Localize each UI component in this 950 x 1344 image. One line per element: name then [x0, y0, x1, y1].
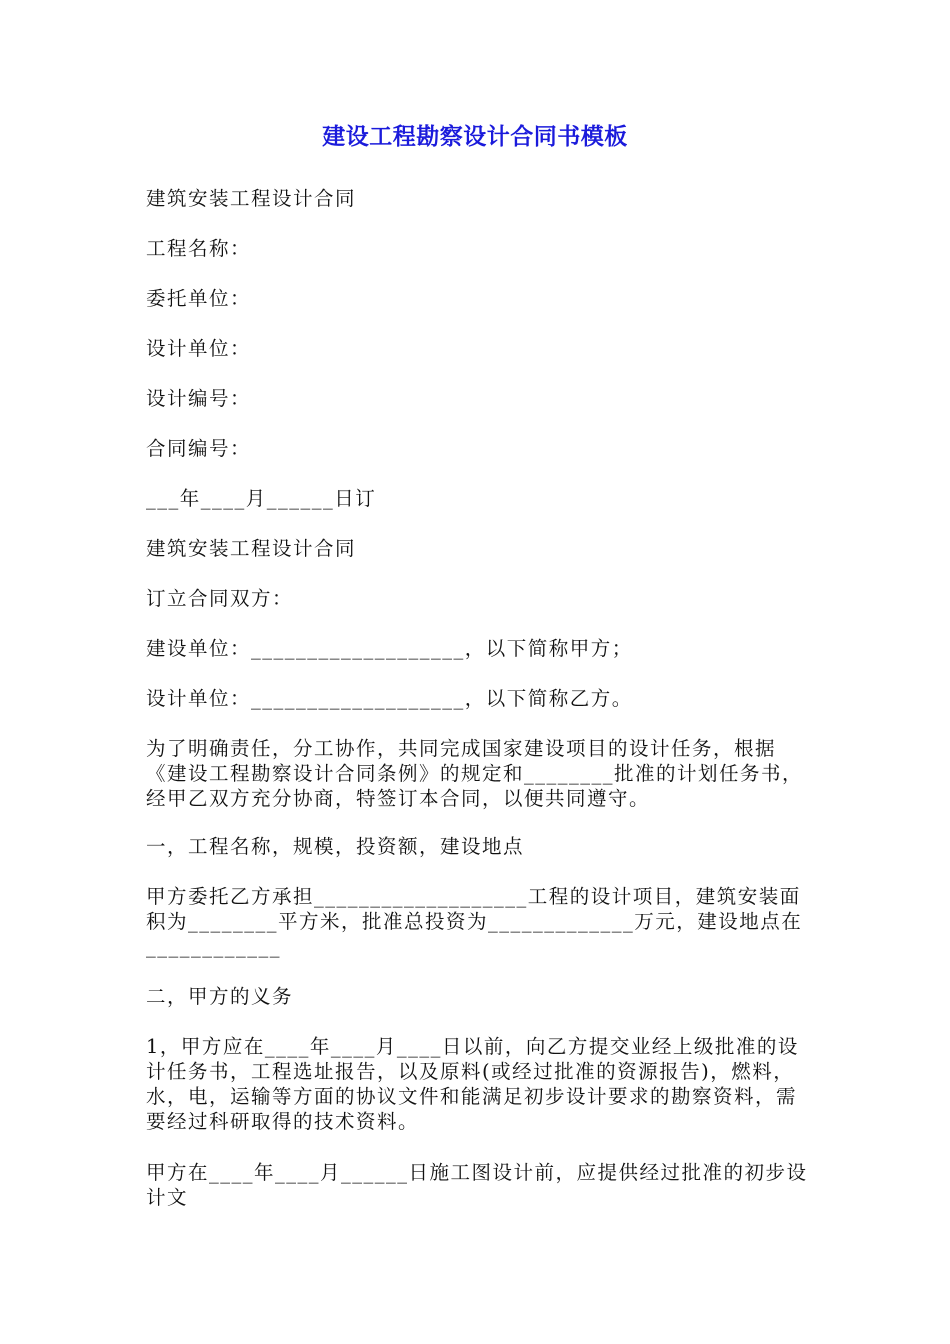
- paragraph-obligation-1: 1，甲方应在____年____月____日以前，向乙方提交业经上级批准的设计任务书，工程选址报告，以及原料(或经过批准的资源报告)，燃料，水，电，运输等方面的协议文件和能满足初步设计要求的勘察资料，需要经过科研取得的技术资料。: [146, 1035, 799, 1133]
- paragraph-signing-date: ___年____月______日订: [146, 487, 377, 510]
- paragraph-contract-heading: 建筑安装工程设计合同: [146, 187, 357, 210]
- document-title: 建设工程勘察设计合同书模板: [322, 124, 628, 150]
- paragraph-design-unit: 设计单位：: [146, 337, 252, 360]
- paragraph-design-number: 设计编号：: [146, 387, 252, 410]
- paragraph-contract-heading-2: 建筑安装工程设计合同: [146, 537, 357, 560]
- paragraph-client-unit: 委托单位：: [146, 287, 252, 310]
- paragraph-obligation-2: 甲方在____年____月______日施工图设计前，应提供经过批准的初步设计文: [146, 1161, 808, 1209]
- section-heading-2: 二，甲方的义务: [146, 985, 294, 1008]
- paragraph-party-b: 设计单位：___________________，以下简称乙方。: [146, 687, 633, 710]
- paragraph-purpose: 为了明确责任，分工协作，共同完成国家建设项目的设计任务，根据《建设工程勘察设计合同条例》的规定和________批准的计划任务书，经甲乙双方充分协商，特签订本合同，以便共同遵守。: [146, 737, 804, 810]
- paragraph-party-a: 建设单位：___________________，以下简称甲方；: [146, 637, 633, 660]
- paragraph-parties: 订立合同双方：: [146, 587, 294, 610]
- section-heading-1: 一，工程名称，规模，投资额，建设地点: [146, 835, 525, 858]
- paragraph-contract-number: 合同编号：: [146, 437, 252, 460]
- paragraph-project-name: 工程名称：: [146, 237, 252, 260]
- paragraph-project-scope: 甲方委托乙方承担___________________工程的设计项目，建筑安装面积为________平方米，批准总投资为_____________万元，建设地点在____________: [146, 885, 803, 958]
